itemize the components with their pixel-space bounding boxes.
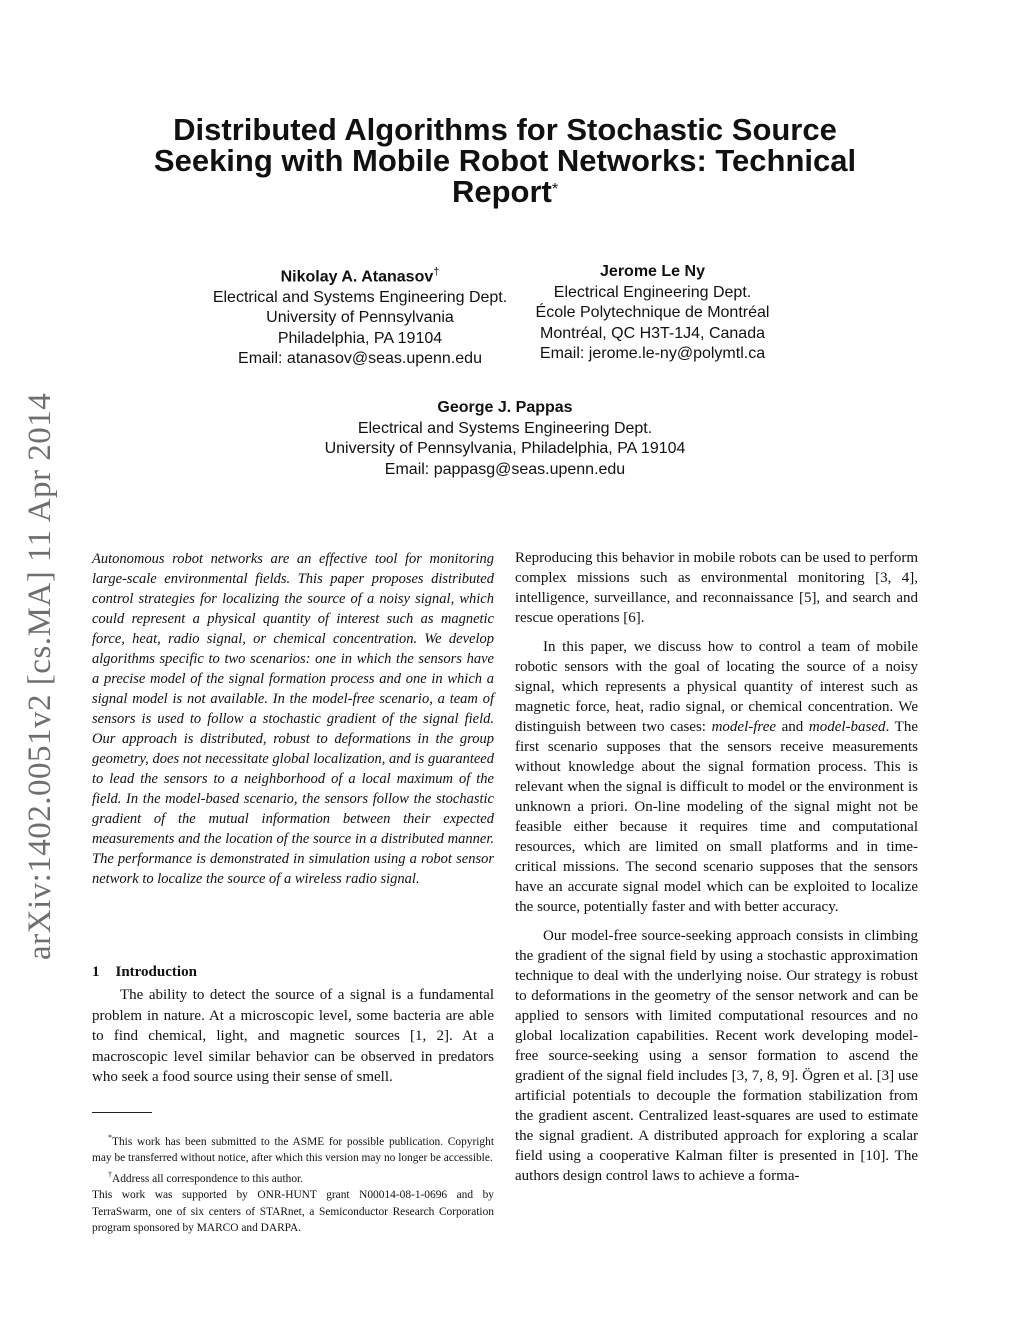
body-paragraph: Reproducing this behavior in mobile robots can be used to perform complex missions such as environmental monitoring [3, 4], intelligence, surveillance, and reconnaissance [5], and search and rescue operations [6].: [515, 550, 918, 626]
author-name-text: Nikolay A. Atanasov: [280, 268, 434, 286]
author-address: Philadelphia, PA 19104: [277, 329, 443, 347]
title-line-3-text: Report: [451, 174, 552, 209]
footnote-mark: *: [108, 1133, 112, 1142]
footnote-mark: †: [108, 1169, 112, 1179]
author-affiliation: University of Pennsylvania: [266, 309, 454, 327]
title-line-1: Distributed Algorithms for Stochastic Source: [173, 112, 837, 147]
arxiv-identifier-stamp: arXiv:1402.0051v2 [cs.MA] 11 Apr 2014: [22, 392, 58, 960]
author-block-le-ny: [515, 262, 790, 365]
author-footnote-mark: †: [433, 266, 440, 278]
footnotes: [92, 1130, 494, 1237]
footnote-funding: This work was supported by ONR-HUNT grant N00014-08-1-0696 and by TerraSwarm, one of six centers of STARnet, a Semiconductor Research Corporation program sponsored by MARCO and DARPA.: [92, 1189, 494, 1235]
author-email: Email: pappasg@seas.upenn.edu: [384, 460, 626, 478]
emphasis-model-based: model-based: [808, 719, 886, 735]
footnote-text: Address all correspondence to this author.: [112, 1172, 304, 1185]
body-text: and: [776, 719, 809, 735]
title-line-2: Seeking with Mobile Robot Networks: Technical: [153, 143, 857, 178]
footnote-submission: [92, 1130, 494, 1167]
title-line-3: [140, 176, 870, 207]
author-affiliation: Electrical and Systems Engineering Dept.: [357, 419, 653, 437]
footnote-text: This work has been submitted to the ASME for possible publication. Copyright may be transferred without notice, after which this version may no longer be accessible.: [92, 1135, 494, 1165]
author-name: George J. Pappas: [437, 399, 573, 416]
author-block-pappas: [290, 398, 720, 480]
body-paragraph: [515, 637, 918, 917]
title-footnote-mark: *: [551, 181, 559, 198]
author-affiliation: École Polytechnique de Montréal: [535, 304, 770, 321]
section-number: 1: [92, 964, 100, 980]
footnote-correspondence: [92, 1167, 494, 1187]
author-affiliation: University of Pennsylvania, Philadelphia, PA 19104: [324, 440, 686, 457]
right-column: [515, 548, 918, 1186]
author-name: Jerome Le Ny: [600, 263, 705, 280]
author-name: [195, 262, 525, 288]
author-affiliation: Electrical Engineering Dept.: [553, 283, 752, 301]
body-text: . The first scenario supposes that the sensors receive measurements without knowledge about the signal formation process. This is relevant when the signal is difficult to model or the environment is unknown a priori. On-line modeling of the signal might not be feasible either because it requires time and computational resources, which are limited on small platforms and in time-critical missions. The second scenario supposes that the sensors have an accurate signal model which can be exploited to localize the source, potentially faster and with better accuracy.: [515, 719, 918, 915]
body-text: In this paper, we discuss how to control a team of mobile robotic sensors with the goal of locating the source of a noisy signal, which represents a physical quantity of interest such as magnetic force, heat, radio signal, or chemical concentration. We distinguish between two cases:: [515, 639, 918, 735]
author-email: Email: jerome.le-ny@polymtl.ca: [539, 345, 766, 362]
section-title: Introduction: [115, 964, 197, 980]
intro-paragraph: The ability to detect the source of a signal is a fundamental problem in nature. At a microscopic level, some bacteria are able to find chemical, light, and magnetic sources [1, 2]. At a macroscopic level similar behavior can be observed in predators who seek a food source using their sense of smell.: [92, 987, 494, 1085]
emphasis-model-free: model-free: [711, 719, 777, 735]
author-affiliation: Electrical and Systems Engineering Dept.: [212, 288, 508, 306]
abstract: Autonomous robot networks are an effective tool for monitoring large-scale environmental fields. This paper proposes distributed control strategies for localizing the source of a noisy signal, which could represent a physical quantity of interest such as magnetic force, heat, radio signal, or chemical concentration. We develop algorithms specific to two scenarios: one in which the sensors have a precise model of the signal formation process and one in which a signal model is not available. In the model-free scenario, a team of sensors is used to follow a stochastic gradient of the signal field. Our approach is distributed, robust to deformations in the group geometry, does not necessitate global localization, and is guaranteed to lead the sensors to a neighborhood of a local maximum of the field. In the model-based scenario, the sensors follow the stochastic gradient of the mutual information between their expected measurements and the location of the source in a distributed manner. The performance is demonstrated in simulation using a robot sensor network to localize the source of a wireless radio signal.: [92, 551, 494, 887]
section-heading-introduction: [92, 964, 197, 981]
author-block-atanasov: [195, 262, 525, 370]
footnote-divider: [92, 1112, 152, 1113]
author-email: Email: atanasov@seas.upenn.edu: [238, 350, 482, 368]
paper-title: [140, 114, 870, 207]
author-address: Montréal, QC H3T-1J4, Canada: [540, 324, 765, 342]
body-paragraph: Our model-free source-seeking approach consists in climbing the gradient of the signal field by using a stochastic approximation technique to deal with the underlying noise. Our strategy is robust to deformations in the geometry of the sensor network and can be applied to sensors with limited computational resources and no global localization capabilities. Recent work developing model-free source-seeking using a sensor formation to ascend the gradient of the signal field includes [3, 7, 8, 9]. Ögren et al. [3] use artificial potentials to decouple the formation stabilization from the gradient ascent. Centralized least-squares are used to estimate the signal gradient. A distributed approach for exploring a scalar field using a cooperative Kalman filter is presented in [10]. The authors design control laws to achieve a forma-: [515, 928, 918, 1184]
